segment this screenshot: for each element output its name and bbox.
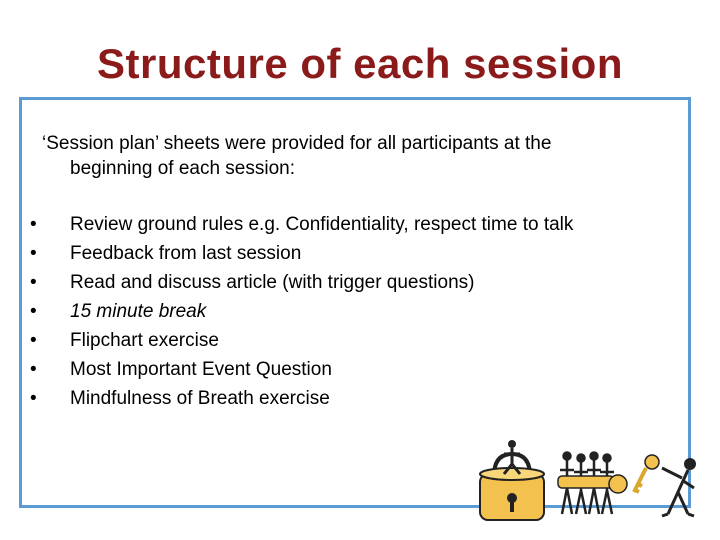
key-figure-icon [634,455,696,516]
list-item-text: Flipchart exercise [70,330,219,351]
list-item [30,268,573,297]
bullet-marker: • [30,214,37,235]
list-item-text: Read and discuss article (with trigger questions) [70,272,475,293]
list-item [30,384,573,413]
bullet-marker: • [30,388,37,409]
bullet-marker: • [30,301,37,322]
list-item-text: Most Important Event Question [70,359,332,380]
intro-line-1: ‘Session plan’ sheets were provided for all participants at the [42,133,552,154]
list-item-text: Review ground rules e.g. Confidentiality, respect time to talk [70,214,574,235]
list-item [30,297,573,326]
intro-text [42,131,662,181]
intro-line-2: beginning of each session: [70,158,295,179]
bullet-marker: • [30,272,37,293]
list-item-text: Mindfulness of Breath exercise [70,388,330,409]
list-item [30,239,573,268]
list-item-text: Feedback from last session [70,243,302,264]
group-of-people-icon [558,453,627,515]
clipart-illustration [472,440,704,522]
slide-title: Structure of each session [97,40,623,87]
padlock-figure-icon [480,440,544,520]
list-item [30,210,573,239]
list-item [30,355,573,384]
bullet-marker: • [30,243,37,264]
list-item-text: 15 minute break [70,301,207,322]
bullet-marker: • [30,359,37,380]
list-item [30,326,573,355]
session-steps-list [30,210,573,413]
bullet-marker: • [30,330,37,351]
